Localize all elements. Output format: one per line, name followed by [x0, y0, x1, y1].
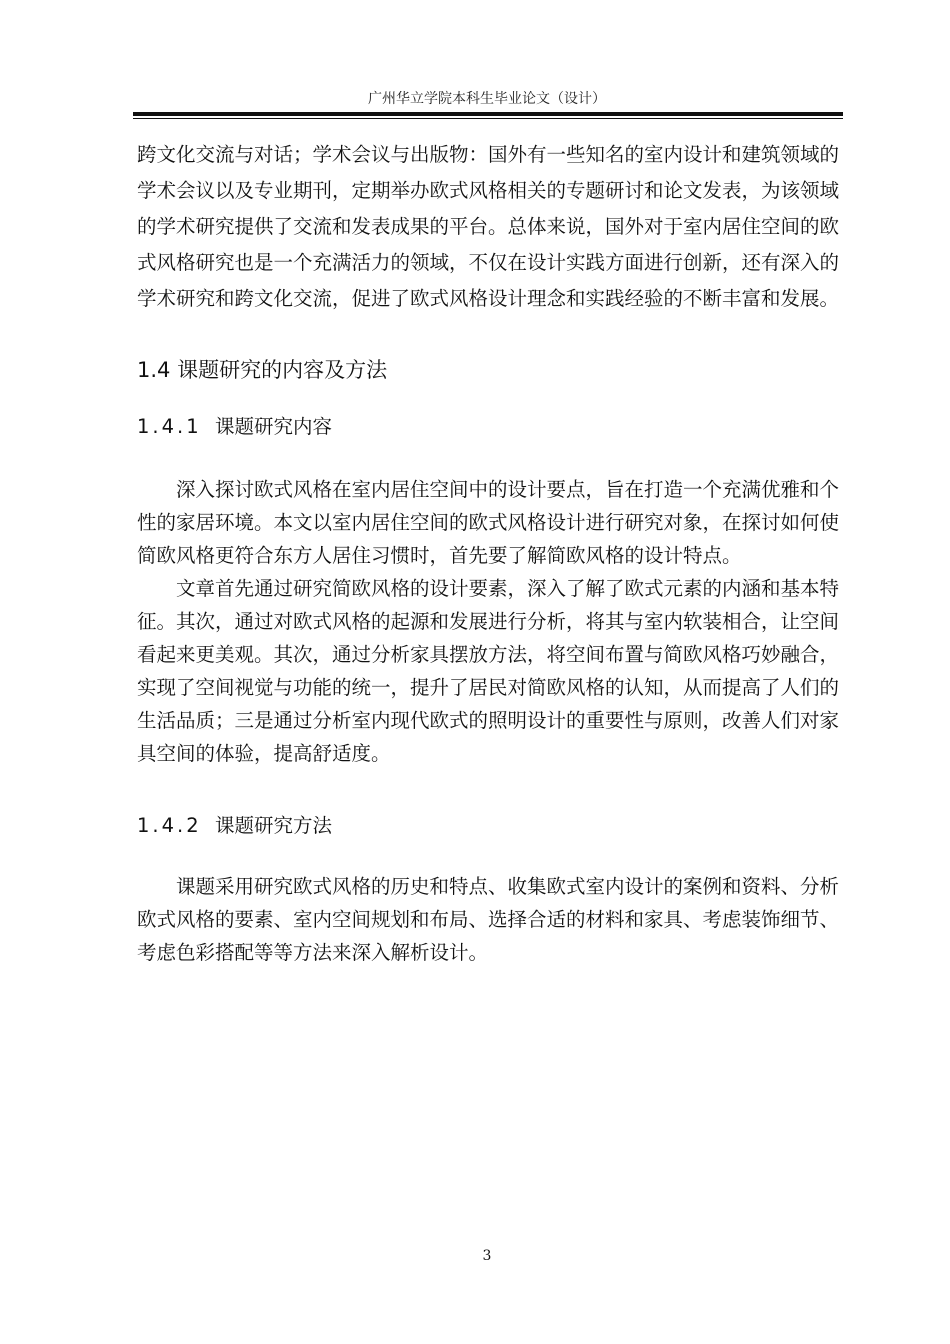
text-line: 具空间的体验，提高舒适度。	[137, 742, 391, 765]
text-line: 深入探讨欧式风格在室内居住空间中的设计要点，旨在打造一个充满优雅和个	[176, 478, 840, 501]
text-line: 生活品质；三是通过分析室内现代欧式的照明设计的重要性与原则，改善人们对家	[137, 709, 840, 732]
text-line: 式风格研究也是一个充满活力的领域，不仅在设计实践方面进行创新，还有深入的	[137, 251, 840, 274]
text-line: 的学术研究提供了交流和发表成果的平台。总体来说，国外对于室内居住空间的欧	[137, 215, 840, 238]
section-heading-1-4-2	[137, 810, 332, 838]
section-heading-1-4-1	[137, 411, 332, 439]
section-number: 1.4	[137, 358, 171, 382]
text-line: 看起来更美观。其次，通过分析家具摆放方法，将空间布置与简欧风格巧妙融合，	[137, 643, 840, 666]
header-rule-thin	[133, 118, 843, 119]
text-line: 课题采用研究欧式风格的历史和特点、收集欧式室内设计的案例和资料、分析	[176, 875, 840, 898]
section-title: 课题研究方法	[215, 814, 333, 837]
text-line: 文章首先通过研究简欧风格的设计要素，深入了解了欧式元素的内涵和基本特	[176, 577, 840, 600]
text-line: 学术研究和跨文化交流，促进了欧式风格设计理念和实践经验的不断丰富和发展。	[137, 287, 840, 310]
section-title: 课题研究的内容及方法	[177, 358, 388, 382]
section-title: 课题研究内容	[215, 415, 333, 438]
text-line: 跨文化交流与对话；学术会议与出版物：国外有一些知名的室内设计和建筑领域的	[137, 143, 840, 166]
text-line: 简欧风格更符合东方人居住习惯时，首先要了解简欧风格的设计特点。	[137, 544, 742, 567]
text-line: 征。其次，通过对欧式风格的起源和发展进行分析，将其与室内软装相合，让空间	[137, 610, 840, 633]
section-heading-1-4	[137, 354, 387, 384]
text-line: 实现了空间视觉与功能的统一，提升了居民对简欧风格的认知，从而提高了人们的	[137, 676, 840, 699]
section-number: 1.4.2	[137, 814, 202, 837]
text-line: 考虑色彩搭配等等方法来深入解析设计。	[137, 941, 489, 964]
section-number: 1.4.1	[137, 415, 202, 438]
text-line: 性的家居环境。本文以室内居住空间的欧式风格设计进行研究对象，在探讨如何使	[137, 511, 840, 534]
header-rule-thick	[133, 112, 843, 116]
text-line: 学术会议以及专业期刊，定期举办欧式风格相关的专题研讨和论文发表，为该领域	[137, 179, 840, 202]
page-number: 3	[482, 1248, 492, 1264]
text-line: 欧式风格的要素、室内空间规划和布局、选择合适的材料和家具、考虑装饰细节、	[137, 908, 840, 931]
page-header: 广州华立学院本科生毕业论文（设计）	[368, 91, 606, 107]
